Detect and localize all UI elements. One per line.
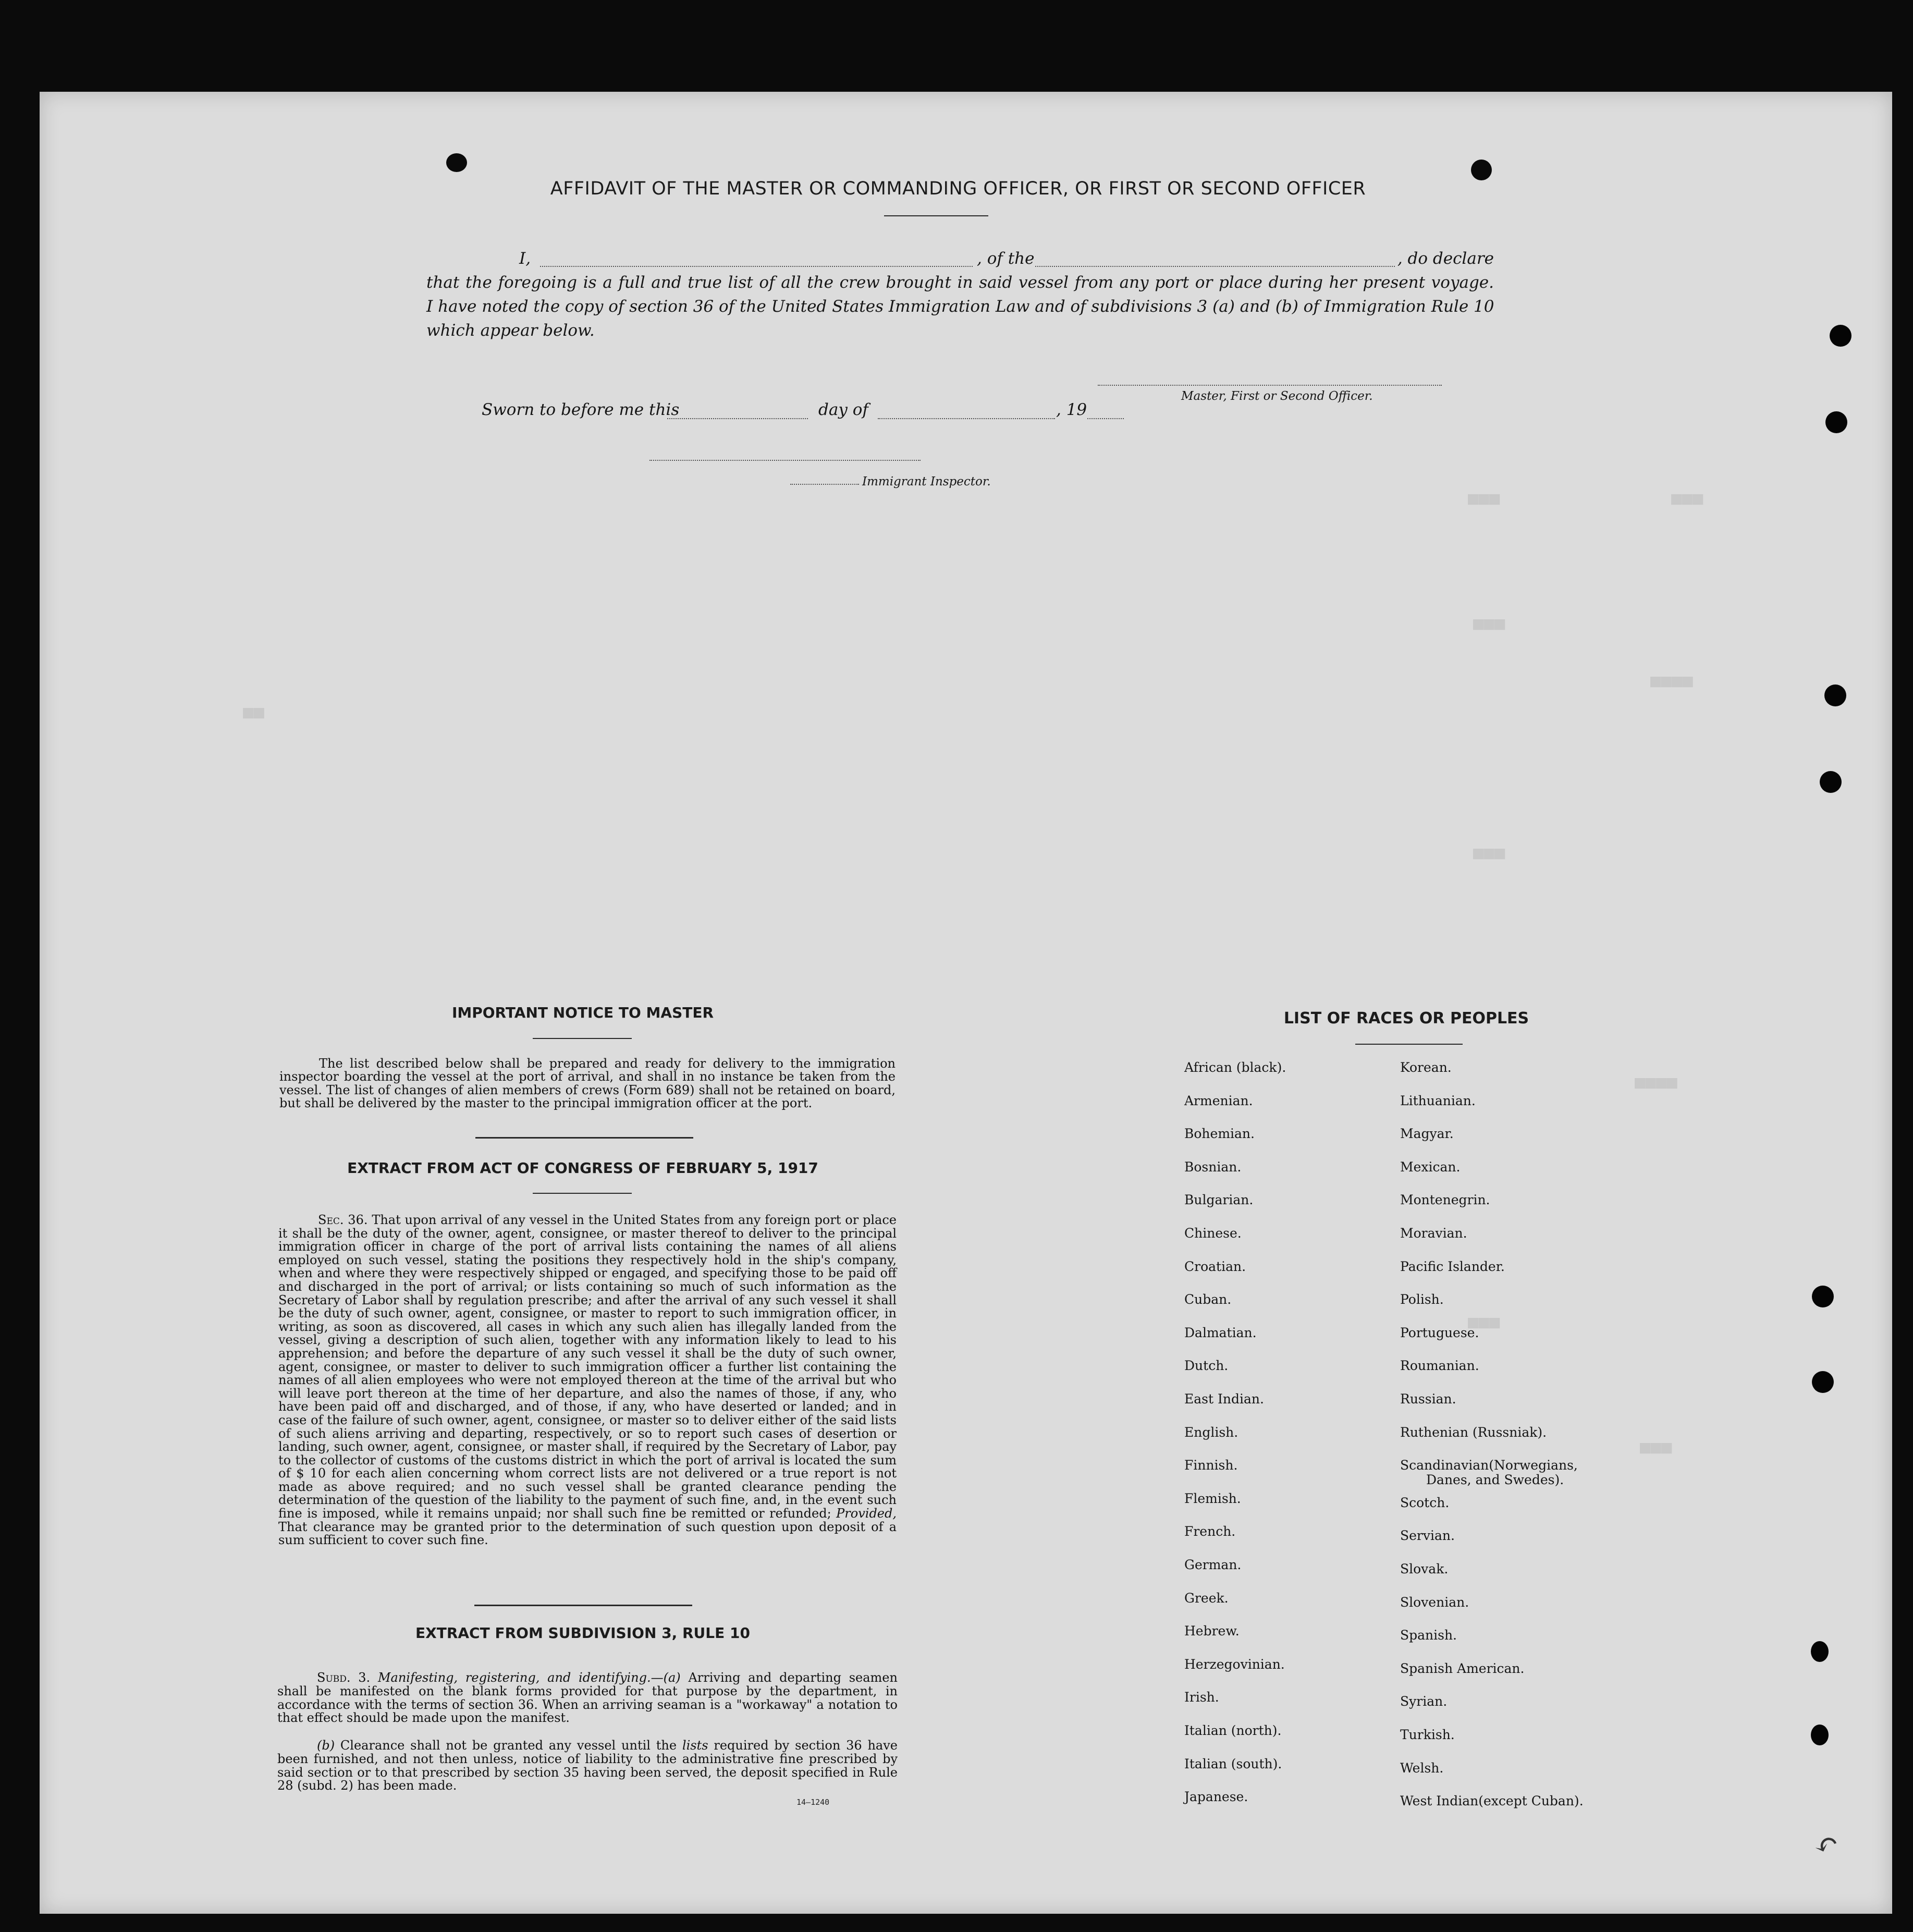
race-item-left: Dalmatian.	[1184, 1325, 1257, 1340]
sworn-label: Sworn to before me this	[482, 400, 680, 419]
inspector-label: Immigrant Inspector.	[862, 475, 991, 488]
binder-hole	[1824, 684, 1846, 706]
bleed-through-marks: ■■■	[1473, 842, 1505, 863]
race-item-right: Slovenian.	[1400, 1594, 1469, 1610]
race-item-left: Bohemian.	[1184, 1126, 1255, 1142]
race-item-right: Slovak.	[1400, 1561, 1449, 1576]
bleed-through-marks: ■■■	[1468, 488, 1500, 509]
race-item-right: West Indian(except Cuban).	[1400, 1793, 1584, 1809]
bleed-through-marks: ■■■	[1671, 488, 1703, 509]
race-item-right: Scandinavian(Norwegians,	[1400, 1458, 1578, 1473]
race-item-right: Danes, and Swedes).	[1426, 1472, 1564, 1488]
race-item-left: Japanese.	[1184, 1789, 1248, 1805]
act-section-text: That upon arrival of any vessel in the United States from any foreign port or place it shall be the duty of the owner, agent, consignee, or master thereof to deliver to the principal immigration officer in charge of the port of arrival lists containing the names of all aliens employed on such vessel, stating the positions they respectively hold in the ship's company, when and where they were respectively shipped or engaged, and specifying those to be paid off and discharged in the port of arrival; or lists containing so much of such information as the Secretary of Labor shall by regulation prescribe; and after the arrival of any such vessel it shall be the duty of such owner, agent, consignee, or master to report to such immigration officer, in writing, as soon as discovered, all cases in which any such alien has illegally landed from the vessel, giving a description of such alien, together with any information likely to lead to his apprehension; and before the departure of any such vessel it shall be the duty of such owner, agent, consignee, or master to deliver to such immigration officer a further list containing the names of all alien employees who were not employed thereon at the time of the arrival but who will leave port thereon at the time of her departure, and also the names of those, if any, who have been paid off and discharged, and of those, if any, who have deserted or landed; and in case of the failure of such owner, agent, consignee, or master so to deliver either of the said lists of such aliens arriving and departing, respectively, or so to report such cases of desertion or landing, such owner, agent, consignee, or master shall, if required by the Secretary of Labor, pay to the collector of customs of the customs district in which the port of arrival is located the sum of $ 10 for each alien concerning whom correct lists are not delivered or a true report is not made as above required; and no such vessel shall be granted clearance pending the determination of the question of the liability to the payment of such fine, and, in the event such fine is imposed, while it remains unpaid; nor shall such fine be remitted or refunded;	[278, 1213, 897, 1521]
race-item-left: Irish.	[1184, 1690, 1219, 1705]
sworn-month-field[interactable]	[878, 418, 1055, 419]
rule-extract-title: EXTRACT FROM SUBDIVISION 3, RULE 10	[415, 1624, 750, 1642]
act-proviso-text: That clearance may be granted prior to the determination of such question upon deposit of a sum sufficient to cover such fine.	[278, 1519, 897, 1548]
section-divider	[475, 1137, 693, 1139]
binder-hole	[1820, 771, 1842, 793]
race-item-left: Italian (north).	[1184, 1723, 1282, 1738]
race-item-left: Chinese.	[1184, 1226, 1242, 1241]
race-item-right: Montenegrin.	[1400, 1192, 1490, 1208]
race-item-right: Syrian.	[1400, 1694, 1448, 1709]
margin-mark: ↶	[1809, 1824, 1844, 1865]
punch-hole	[1471, 160, 1492, 180]
title-divider	[884, 215, 988, 216]
bleed-through-marks: ■■■	[1473, 613, 1505, 634]
vessel-name-field[interactable]	[1035, 266, 1395, 267]
races-divider	[1355, 1044, 1463, 1045]
race-item-left: Cuban.	[1184, 1292, 1232, 1307]
race-item-right: Ruthenian (Russniak).	[1400, 1424, 1547, 1440]
binder-hole	[1812, 1371, 1834, 1393]
race-item-left: Bosnian.	[1184, 1159, 1242, 1175]
do-declare: , do declare	[1397, 249, 1494, 268]
race-item-left: Croatian.	[1184, 1258, 1246, 1274]
section-divider	[474, 1605, 692, 1606]
race-item-right: Magyar.	[1400, 1126, 1454, 1142]
race-item-right: Spanish.	[1400, 1628, 1457, 1643]
rule-para-b-lists: lists	[682, 1738, 708, 1753]
race-item-right: Moravian.	[1400, 1226, 1467, 1241]
race-item-right: Servian.	[1400, 1528, 1455, 1544]
race-item-right: Polish.	[1400, 1292, 1444, 1307]
race-item-left: East Indian.	[1184, 1391, 1264, 1407]
punch-hole	[446, 153, 467, 172]
binder-hole	[1830, 325, 1851, 347]
affidavit-line-2: that the foregoing is a full and true list of all the crew brought in said vessel from any port or place during her present voyage.	[426, 273, 1494, 292]
race-item-left: German.	[1184, 1557, 1242, 1572]
notice-title: IMPORTANT NOTICE TO MASTER	[451, 1004, 714, 1021]
race-item-right: Mexican.	[1400, 1159, 1461, 1175]
race-item-right: Pacific Islander.	[1400, 1258, 1505, 1274]
bleed-through-marks: ■■■■	[1650, 670, 1693, 691]
notice-text: The list described below shall be prepared and ready for delivery to the immigration inspector boarding the vessel at the port of arrival, and shall in no instance be taken from the vessel. The list of changes of alien members of crews (Form 689) shall not be retained on board, but shall be delivered by the master to the principal immigration officer at the port.	[279, 1056, 896, 1111]
race-item-left: Flemish.	[1184, 1490, 1241, 1506]
race-item-left: Italian (south).	[1184, 1756, 1282, 1771]
race-item-left: Bulgarian.	[1184, 1192, 1254, 1208]
inspector-signature-field-2[interactable]	[790, 484, 859, 485]
race-item-left: African (black).	[1184, 1060, 1286, 1075]
declarant-name-field[interactable]	[540, 266, 973, 267]
act-section-36	[278, 1214, 897, 1547]
sworn-year-field[interactable]	[1087, 418, 1124, 419]
race-item-left: Greek.	[1184, 1590, 1229, 1606]
race-item-right: Portuguese.	[1400, 1325, 1479, 1340]
race-item-right: Russian.	[1400, 1391, 1456, 1407]
race-item-left: French.	[1184, 1524, 1236, 1539]
sworn-line	[482, 400, 1180, 421]
master-signature-label: Master, First or Second Officer.	[1181, 389, 1373, 403]
binder-hole	[1825, 411, 1847, 433]
race-item-right: Turkish.	[1400, 1727, 1455, 1742]
form-number: 14—1240	[796, 1798, 830, 1807]
races-title: LIST OF RACES OR PEOPLES	[1283, 1009, 1529, 1028]
binder-hole	[1811, 1641, 1829, 1662]
race-item-right: Korean.	[1400, 1060, 1452, 1075]
rule-subd-label: Subd. 3.	[317, 1670, 371, 1685]
rule-subd-heading: Manifesting, registering, and identifying.—(a)	[377, 1670, 681, 1685]
document-page	[40, 92, 1892, 1914]
rule-subdivision-3	[277, 1671, 898, 1725]
race-item-right: Welsh.	[1400, 1760, 1444, 1776]
affidavit-line-3: I have noted the copy of section 36 of the United States Immigration Law and of subdivisions 3 (a) and (b) of Immigration Rule 10	[426, 297, 1494, 316]
bleed-through-marks: ■■■	[1468, 1312, 1500, 1332]
race-item-left: Hebrew.	[1184, 1623, 1240, 1639]
rule-para-b-post: required by section 36 have been furnished, and not then unless, notice of liability to the administrative fine prescribed by said section or to that prescribed by section 35 having been served, the deposit specified in Rule 28 (subd. 2) has been made.	[277, 1738, 898, 1793]
sworn-day-of: day of	[818, 400, 868, 419]
notice-divider	[533, 1038, 632, 1039]
act-section-label: Sec. 36.	[318, 1213, 368, 1227]
bleed-through-marks: ■■	[243, 702, 264, 723]
affidavit-title: AFFIDAVIT OF THE MASTER OR COMMANDING OFFICER, OR FIRST OR SECOND OFFICER	[550, 178, 1366, 199]
bleed-through-marks: ■■■■	[1635, 1072, 1677, 1093]
race-item-left: Finnish.	[1184, 1458, 1238, 1473]
master-signature-field[interactable]	[1098, 385, 1442, 386]
rule-para-b-label: (b)	[317, 1738, 335, 1753]
binder-hole	[1811, 1725, 1829, 1745]
declarant-intro: I,	[519, 249, 531, 268]
sworn-year-prefix: , 19	[1056, 400, 1087, 419]
rule-para-b-pre: Clearance shall not be granted any vessel until the	[340, 1738, 677, 1753]
race-item-right: Scotch.	[1400, 1495, 1450, 1510]
inspector-signature-field[interactable]	[649, 460, 921, 461]
race-item-right: Roumanian.	[1400, 1358, 1479, 1374]
affidavit-line-4: which appear below.	[426, 321, 595, 340]
act-extract-title: EXTRACT FROM ACT OF CONGRESS OF FEBRUARY 5, 1917	[347, 1159, 818, 1177]
race-item-left: English.	[1184, 1424, 1238, 1440]
notice-body	[279, 1057, 896, 1110]
act-proviso-word: Provided,	[836, 1506, 897, 1521]
race-item-left: Dutch.	[1184, 1358, 1229, 1374]
race-item-right: Lithuanian.	[1400, 1093, 1476, 1108]
affidavit-line-1	[483, 249, 1494, 270]
act-divider	[533, 1193, 632, 1194]
rule-para-b	[277, 1739, 898, 1793]
race-item-left: Herzegovinian.	[1184, 1656, 1285, 1672]
rule-para-a: Arriving and departing seamen shall be manifested on the blank forms provided for that purpose by the department, in accordance with the terms of section 36. When an arriving seaman is a "workaway" a notation to that effect should be made upon the manifest.	[277, 1670, 898, 1726]
race-item-right: Spanish American.	[1400, 1660, 1525, 1676]
vessel-of-the: , of the	[977, 249, 1035, 268]
sworn-day-field[interactable]	[667, 418, 808, 419]
binder-hole	[1812, 1286, 1834, 1307]
race-item-left: Armenian.	[1184, 1093, 1253, 1108]
bleed-through-marks: ■■■	[1640, 1437, 1672, 1458]
